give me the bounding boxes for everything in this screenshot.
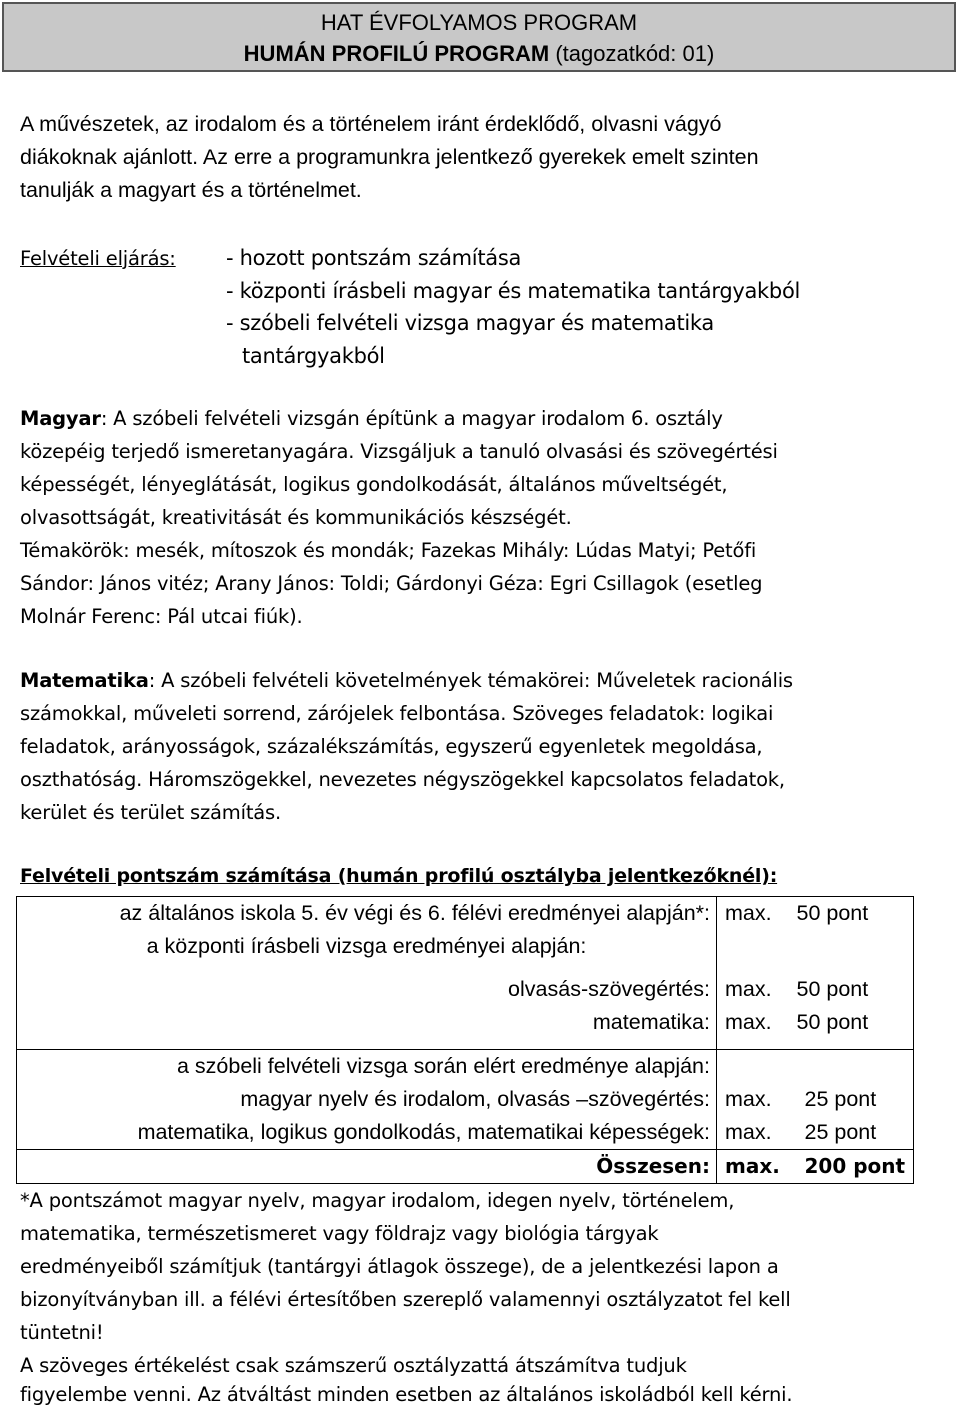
procedure-item: tantárgyakból bbox=[242, 343, 385, 368]
score-row bbox=[17, 973, 914, 1006]
score-max: max. bbox=[725, 1119, 772, 1144]
intro-line-3: tanulják a magyart és a történelmet. bbox=[20, 178, 362, 202]
score-total-max: max. bbox=[717, 1149, 791, 1183]
score-total-label: Összesen: bbox=[17, 1149, 717, 1183]
magyar-text: : A szóbeli felvételi vizsgán építünk a magyar irodalom 6. osztály bbox=[100, 407, 723, 430]
header-code: (tagozatkód: 01) bbox=[549, 41, 715, 66]
footnote-line-1: *A pontszámot magyar nyelv, magyar irodalom, idegen nyelv, történelem, bbox=[20, 1189, 735, 1212]
score-points: 50 pont bbox=[796, 977, 869, 1001]
score-points: 25 pont bbox=[804, 1086, 877, 1111]
score-max: max. bbox=[725, 1010, 772, 1034]
score-label: magyar nyelv és irodalom, olvasás –szövegértés: bbox=[17, 1083, 717, 1116]
score-title: Felvételi pontszám számítása (humán profilú osztályba jelentkezőknél): bbox=[20, 865, 778, 887]
procedure-label: Felvételi eljárás: bbox=[20, 247, 176, 270]
intro-line-1: A művészetek, az irodalom és a történelem iránt érdeklődő, olvasni vágyó bbox=[20, 112, 722, 136]
score-points: 50 pont bbox=[796, 1010, 869, 1034]
header-title: HAT ÉVFOLYAMOS PROGRAM bbox=[320, 10, 638, 35]
score-table bbox=[16, 896, 914, 1184]
matek-title: Matematika bbox=[20, 669, 149, 692]
score-max: max. bbox=[725, 1086, 772, 1111]
matek-line-2: számokkal, műveleti sorrend, zárójelek felbontása. Szöveges feladatok: logikai bbox=[20, 702, 774, 725]
matek-text: : A szóbeli felvételi követelmények témakörei: Műveletek racionális bbox=[148, 669, 793, 692]
score-row bbox=[17, 930, 914, 963]
score-points: 50 pont bbox=[796, 901, 869, 925]
magyar-line-2: közepéig terjedő ismeretanyagára. Vizsgáljuk a tanuló olvasási és szövegértési bbox=[20, 440, 778, 463]
procedure-item: - szóbeli felvételi vizsga magyar és matematika bbox=[226, 311, 714, 335]
procedure-item: - központi írásbeli magyar és matematika tantárgyakból bbox=[226, 278, 801, 303]
footnote-line-7: figyelembe venni. Az átváltást minden esetben az általános iskoládból kell kérni. bbox=[20, 1383, 793, 1406]
matek-line-1 bbox=[20, 664, 793, 697]
magyar-title: Magyar bbox=[20, 407, 101, 430]
header-profile: HUMÁN PROFILÚ PROGRAM bbox=[243, 41, 550, 66]
score-row bbox=[17, 1116, 914, 1150]
score-max: max. bbox=[725, 977, 772, 1001]
score-label: az általános iskola 5. év végi és 6. félévi eredményei alapján*: bbox=[17, 897, 717, 931]
score-label: matematika, logikus gondolkodás, matematikai képességek: bbox=[17, 1116, 717, 1150]
footnote-line-3: eredményeiből számítjuk (tantárgyi átlagok összege), de a jelentkezési lapon a bbox=[20, 1255, 779, 1278]
procedure-item: - hozott pontszám számítása bbox=[226, 246, 522, 270]
footnote-line-6: A szöveges értékelést csak számszerű osztályzattá átszámítva tudjuk bbox=[20, 1354, 687, 1377]
magyar-line-5: Témakörök: mesék, mítoszok és mondák; Fazekas Mihály: Lúdas Matyi; Petőfi bbox=[20, 539, 757, 562]
intro-line-2: diákoknak ajánlott. Az erre a programunkra jelentkező gyerekek emelt szinten bbox=[20, 145, 759, 169]
score-row bbox=[17, 1083, 914, 1116]
score-label: a szóbeli felvételi vizsga során elért eredménye alapján: bbox=[17, 1049, 717, 1083]
procedure-list bbox=[226, 242, 800, 372]
score-row bbox=[17, 1006, 914, 1039]
footnote-line-2: matematika, természetismeret vagy földrajz vagy biológia tárgyak bbox=[20, 1222, 659, 1245]
score-label: matematika: bbox=[17, 1006, 717, 1039]
score-label: a központi írásbeli vizsga eredményei alapján: bbox=[17, 930, 717, 963]
score-row bbox=[17, 897, 914, 931]
magyar-line-3: képességét, lényeglátását, logikus gondolkodását, általános műveltségét, bbox=[20, 473, 728, 496]
footnote-line-4: bizonyítványban ill. a félévi értesítőben szereplő valamennyi osztályzatot fel kell bbox=[20, 1288, 791, 1311]
magyar-line-7: Molnár Ferenc: Pál utcai fiúk). bbox=[20, 605, 303, 628]
magyar-line-1 bbox=[20, 402, 723, 435]
score-total-points: 200 pont bbox=[791, 1149, 914, 1183]
footnote-line-5: tüntetni! bbox=[20, 1321, 104, 1344]
program-header bbox=[2, 2, 956, 72]
matek-line-5: kerület és terület számítás. bbox=[20, 801, 281, 824]
score-row bbox=[17, 1049, 914, 1083]
magyar-line-6: Sándor: János vitéz; Arany János: Toldi; Gárdonyi Géza: Egri Csillagok (esetleg bbox=[20, 572, 763, 595]
matek-line-3: feladatok, arányosságok, százalékszámítás, egyszerű egyenletek megoldása, bbox=[20, 735, 763, 758]
score-label: olvasás-szövegértés: bbox=[17, 973, 717, 1006]
matek-line-4: oszthatóság. Háromszögekkel, nevezetes négyszögekkel kapcsolatos feladatok, bbox=[20, 768, 785, 791]
score-max: max. bbox=[725, 901, 772, 925]
magyar-line-4: olvasottságát, kreativitását és kommunikációs készségét. bbox=[20, 506, 572, 529]
score-total-row bbox=[17, 1149, 914, 1183]
score-points: 25 pont bbox=[804, 1119, 877, 1144]
header-subtitle bbox=[4, 38, 954, 69]
